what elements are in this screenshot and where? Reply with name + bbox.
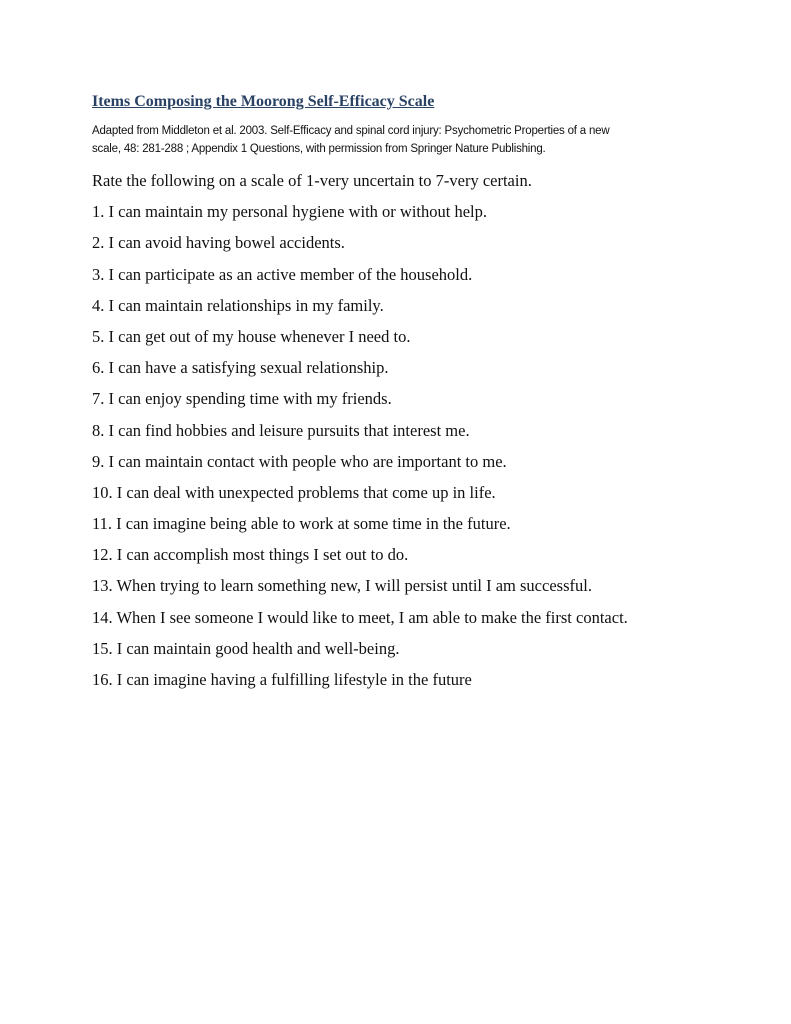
source-citation-line-1: Adapted from Middleton et al. 2003. Self-Efficacy and spinal cord injury: Psychometric Properties of a new (92, 125, 610, 137)
document-page (92, 90, 732, 691)
scale-item-11: 11. I can imagine being able to work at some time in the future. (92, 514, 511, 534)
scale-item-4: 4. I can maintain relationships in my family. (92, 295, 384, 315)
document-title: Items Composing the Moorong Self-Efficacy Scale (92, 93, 435, 110)
scale-item-15: 15. I can maintain good health and well-being. (92, 638, 400, 658)
scale-item-3: 3. I can participate as an active member of the household. (92, 264, 473, 284)
scale-item-2: 2. I can avoid having bowel accidents. (92, 233, 345, 253)
scale-item-1: 1. I can maintain my personal hygiene with or without help. (92, 202, 487, 222)
scale-item-16: 16. I can imagine having a fulfilling lifestyle in the future (92, 670, 472, 689)
scale-item-6: 6. I can have a satisfying sexual relationship. (92, 358, 389, 378)
scale-item-12: 12. I can accomplish most things I set out to do. (92, 545, 409, 565)
scale-items-list (92, 201, 732, 691)
scale-item-8: 8. I can find hobbies and leisure pursuits that interest me. (92, 420, 470, 440)
scale-item-5: 5. I can get out of my house whenever I need to. (92, 326, 411, 346)
source-citation (92, 122, 732, 158)
scale-item-14: 14. When I see someone I would like to meet, I am able to make the first contact. (92, 607, 628, 627)
rating-instructions: Rate the following on a scale of 1-very uncertain to 7-very certain. (92, 171, 532, 190)
scale-item-10: 10. I can deal with unexpected problems that come up in life. (92, 482, 496, 502)
scale-item-9: 9. I can maintain contact with people who are important to me. (92, 451, 507, 471)
scale-item-7: 7. I can enjoy spending time with my friends. (92, 389, 392, 409)
source-citation-line-2: scale, 48: 281-288 ; Appendix 1 Questions, with permission from Springer Nature Publishing. (92, 143, 546, 155)
scale-item-13: 13. When trying to learn something new, I will persist until I am successful. (92, 576, 592, 596)
